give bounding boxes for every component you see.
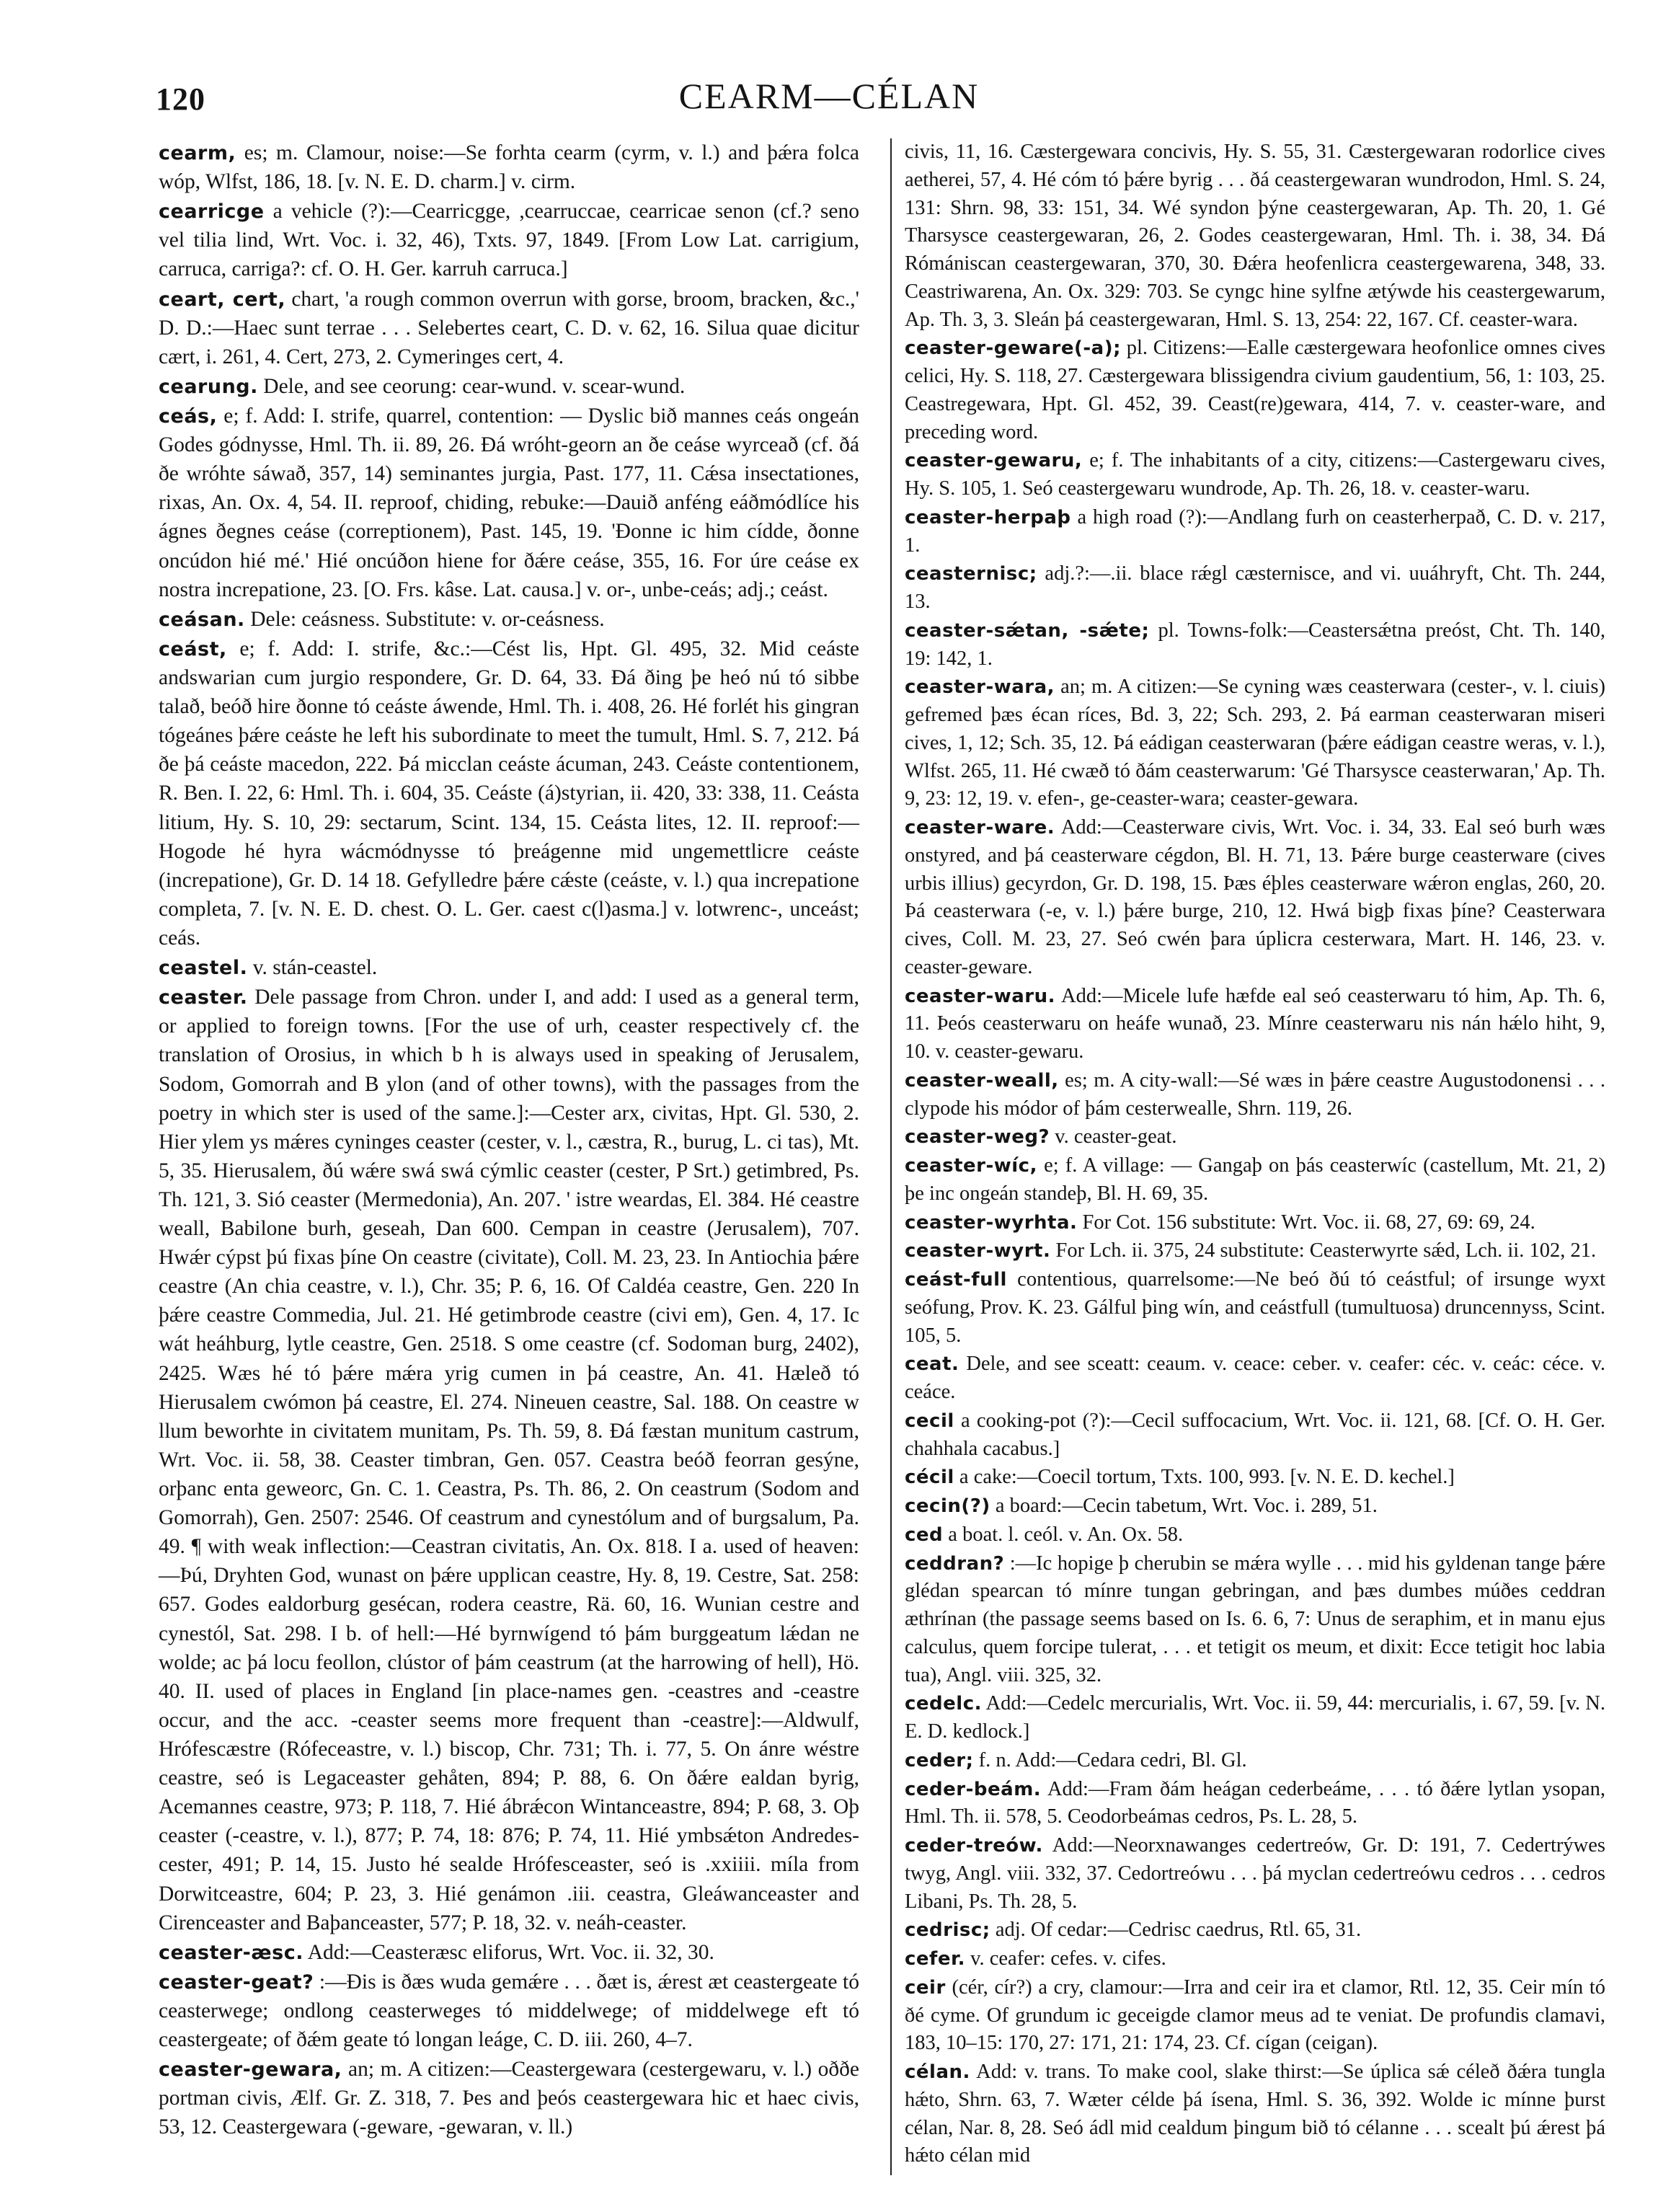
entry-headword: ceart, cert, — [159, 288, 286, 311]
entry-text: For Cot. 156 substitute: Wrt. Voc. ii. 68, 27, 69: 69, 24. — [1082, 1211, 1535, 1234]
running-head: CEARM—CÉLAN — [678, 76, 980, 116]
entry-text: e; f. The inhabitants of a city, citizens:—Castergewaru cives, Hy. S. 105, 1. Seó ceastergewaru wundrode, Ap. Th. 26, 18. v. ceaster-waru. — [905, 449, 1605, 500]
entry-text: an; m. A citizen:—Se cyning wæs ceasterwara (cester-, v. l. ciuis) gefremed þæs écan ríces, Bd. 3, 22; Sch. 293, 2. Þá earman ceasterwaran miseri cives, 1, 12; Sch. 35, 12. Þá eádigan ceasterwaran (þǽre eádigan ceastre weras, v. l.), Wlfst. 265, 11. Hé cwæð tó ðám ceasterwarum: 'Gé Tharsysce ceasterwaran,' Ap. Th. 9, 23: 12, 19. v. efen-, ge-ceaster-wara; ceaster-gewara. — [905, 676, 1606, 810]
dictionary-entry — [159, 983, 859, 1937]
entry-text: :—Ðis is ðæs wuda gemǽre . . . ðæt is, ǽrest æt ceastergeate tó ceasterwege; ondlong ceasterweges tó middelwege; of middelwege eft tó ceastergeate; of ðǽm geate tó longan leáge, C. D. iii. 260, 4–7. — [159, 1970, 859, 2052]
entry-headword: ceder; — [905, 1749, 974, 1771]
entry-headword: ceaster-weg? — [905, 1126, 1050, 1149]
entry-headword: ceastel. — [159, 957, 248, 980]
entry-text: adj.?:—.ii. blace rǽgl cæsternisce, and vi. uuáhryft, Cht. Th. 244, 13. — [905, 562, 1605, 613]
entry-headword: ceaster-herpaþ — [905, 506, 1071, 528]
dictionary-entry — [905, 1945, 1605, 1973]
dictionary-entry — [905, 447, 1605, 503]
entry-headword: ceást-full — [905, 1269, 1007, 1291]
entry-headword: cécil — [905, 1466, 954, 1489]
entry-headword: cearm, — [159, 142, 236, 164]
dictionary-entry — [905, 617, 1605, 673]
dictionary-entry — [905, 983, 1605, 1066]
entry-text: Add:—Fram ðám heágan cederbeáme, . . . tó ðǽre lytlan ysopan, Hml. Th. ii. 578, 5. Ceodorbeámas cedros, Ps. L. 28, 5. — [905, 1777, 1605, 1828]
dictionary-entry — [159, 1938, 859, 1967]
dictionary-entry — [905, 1550, 1605, 1690]
entry-headword: ceasternisc; — [905, 563, 1037, 585]
entry-headword: ceaster-waru. — [905, 985, 1056, 1007]
entry-headword: ced — [905, 1523, 944, 1546]
dictionary-entry — [905, 138, 1605, 334]
entry-text: a high road (?):—Andlang furh on ceasterherpað, C. D. v. 217, 1. — [905, 505, 1605, 557]
dictionary-entry — [905, 1152, 1605, 1208]
page-number: 120 — [156, 81, 205, 117]
dictionary-entry — [905, 504, 1605, 560]
entry-headword: cearung. — [159, 375, 258, 398]
entry-headword: cefer. — [905, 1948, 965, 1970]
entry-text: es; m. Clamour, noise:—Se forhta cearm (cyrm, v. l.) and þǽra folca wóp, Wlfst, 186, 18. [v. N. E. D. charm.] v. cirm. — [159, 141, 859, 194]
entry-text: Add:—Ceasteræsc eliforus, Wrt. Voc. ii. 32, 30. — [307, 1940, 714, 1964]
dictionary-entry — [905, 1350, 1605, 1407]
entry-text: :—Ic hopige þ cherubin se mǽra wylle . . . mid his gyldenan tange þǽre glédan spearcan tó mínre tungan gebringan, and þæs dumbes múðes ceddran æthrínan (the passage seems based on Is. 6. 6, 7: Unus de seraphim, et in manu ejus calculus, quem forcipe tulerat, . . . et tetigit os meum, et dixit: Ecce tetigit hoc labia tua), Angl. viii. 325, 32. — [905, 1552, 1605, 1686]
entry-text: Dele, and see ceorung: cear-wund. v. scear-wund. — [263, 374, 686, 398]
entry-headword: ceder-beám. — [905, 1778, 1042, 1800]
entry-headword: ceás, — [159, 404, 218, 428]
entry-headword: ceat. — [905, 1353, 959, 1376]
dictionary-entry — [159, 138, 859, 196]
entry-text: Add:—Neorxnawanges cedertreów, Gr. D: 191, 7. Cedertrýwes twyg, Angl. viii. 332, 37. Cedortreówu . . . þá myclan cedertreówu cedros . . . cedros Libani, Ps. Th. 28, 5. — [905, 1834, 1605, 1913]
entry-text: Add:—Micele lufe hæfde eal seó ceasterwaru tó him, Ap. Th. 6, 11. Þeós ceasterwaru on heáfe wunað, 23. Mínre ceasterwaru nis nán hǽlo hiht, 9, 10. v. ceaster-gewaru. — [905, 984, 1605, 1063]
dictionary-entry — [159, 402, 859, 604]
dictionary-entry — [159, 2055, 859, 2141]
entry-headword: ceaster-wíc, — [905, 1155, 1037, 1177]
entry-text: chart, 'a rough common overrun with gorse, broom, bracken, &c.,' D. D.:—Haec sunt terrae . . . Selebertes ceart, C. D. v. 62, 16. Silua quae dicitur cært, i. 261, 4. Cert, 273, 2. Cymeringes cert, 4. — [159, 287, 859, 368]
entry-headword: ceaster-wara, — [905, 676, 1055, 699]
entry-text: adj. Of cedar:—Cedrisc caedrus, Rtl. 65, 31. — [995, 1919, 1362, 1942]
dictionary-entry — [905, 2058, 1605, 2170]
entry-headword: ceder-treów. — [905, 1835, 1043, 1857]
entry-text: e; f. Add: I. strife, quarrel, contention: — Dyslic bið mannes ceás ongeán Godes gódnysse, Hml. Th. ii. 89, 26. Ðá wróht-georn an ðe ceáse wyrceað (cf. ðá ðe wróhte sáwað, 357, 14) seminantes jurgia, Past. 177, 11. Cǽsa insectationes, rixas, An. Ox. 4, 54. II. reproof, chiding, rebuke:—Dauið anféng eáðmódlíce his ágnes ðegnes ceáse (correptionem), Past. 145, 19. 'Ðonne ic him cídde, ðonne oncúdon hié mé.' Hié oncúðon hiene for ðǽre ceáse, 355, 16. For úre ceáse ex nostra increpatione, 23. [O. Frs. kâse. Lat. causa.] v. or-, unbe-ceás; adj.; ceást. — [159, 404, 860, 601]
entry-text: a cooking-pot (?):—Cecil suffocacium, Wrt. Voc. ii. 121, 68. [Cf. O. H. Ger. chahhala cacabus.] — [905, 1409, 1606, 1460]
dictionary-entry — [905, 1209, 1605, 1237]
entry-text: v. ceafer: cefes. v. cifes. — [970, 1947, 1166, 1970]
dictionary-entry — [905, 673, 1605, 813]
left-column — [159, 138, 859, 2143]
dictionary-entry — [905, 1067, 1605, 1123]
entry-text: pl. Citizens:—Ealle cæstergewara heofonlice omnes cives celici, Hy. S. 118, 27. Cæstergewara blissigendra civium gaudentium, 56, 1: 103, 25. Ceastregewara, Hpt. Gl. 452, 39. Ceast(re)gewara, 414, 7. v. ceaster-ware, and preceding word. — [905, 337, 1605, 443]
dictionary-entry — [159, 197, 859, 283]
entry-text: a board:—Cecin tabetum, Wrt. Voc. i. 289, 51. — [995, 1495, 1378, 1517]
entry-headword: cearricge — [159, 200, 265, 224]
dictionary-entry — [905, 560, 1605, 616]
entry-text: Dele, and see sceatt: ceaum. v. ceace: ceber. v. ceafer: céc. v. ceác: céce. v. ceáce. — [905, 1353, 1605, 1403]
entry-text: an; m. A citizen:—Ceastergewara (cestergewaru, v. l.) oððe portman civis, Ælf. Gr. Z. 318, 7. Þes and þeós ceastergewara hic et haec civis, 53, 12. Ceastergewara (-geware, -gewaran, v. ll.) — [159, 2058, 860, 2139]
entry-text: v. stán-ceastel. — [252, 956, 378, 980]
entry-text: contentious, quarrelsome:—Ne beó ðú tó ceástful; of irsunge wyxt seófung, Prov. K. 23. Gálful þing wín, and ceástfull (tumultuosa) druncennyss, Scint. 105, 5. — [905, 1268, 1605, 1347]
dictionary-entry — [905, 1123, 1605, 1151]
dictionary-entry — [905, 814, 1605, 982]
entry-text: (cér, cír?) a cry, clamour:—Irra and ceir ira et clamor, Rtl. 12, 35. Ceir mín tó ðé cyme. Of grundum ic geceigde clamor meus ad te veniat. De profundis clamavi, 183, 10–15: 170, 27: 171, 21: 174, 23. Cf. cígan (ceigan). — [905, 1976, 1605, 2055]
dictionary-entry — [159, 372, 859, 401]
dictionary-entry — [905, 1974, 1605, 2058]
entry-text: For Lch. ii. 375, 24 substitute: Ceasterwyrte sǽd, Lch. ii. 102, 21. — [1055, 1239, 1597, 1262]
dictionary-entry — [905, 1747, 1605, 1775]
entry-headword: célan. — [905, 2061, 970, 2083]
entry-headword: ceaster-wyrhta. — [905, 1211, 1078, 1234]
entry-headword: ceást, — [159, 637, 227, 660]
entry-headword: ceaster-wyrt. — [905, 1240, 1051, 1262]
column-divider — [890, 138, 892, 2175]
entry-headword: ceaster-ware. — [905, 817, 1055, 839]
dictionary-entry — [905, 1407, 1605, 1464]
entry-text: pl. Towns-folk:—Ceastersǽtna preóst, Cht. Th. 140, 19: 142, 1. — [905, 619, 1605, 670]
entry-text: f. n. Add:—Cedara cedri, Bl. Gl. — [978, 1748, 1247, 1771]
entry-text: a boat. l. ceól. v. An. Ox. 58. — [948, 1523, 1184, 1546]
entry-text: es; m. A city-wall:—Sé wæs in þǽre ceastre Augustodonensi . . . clypode his módor of þám cesterwealle, Shrn. 119, 26. — [905, 1069, 1605, 1120]
dictionary-entry — [905, 1492, 1605, 1521]
dictionary-entry — [159, 285, 859, 371]
dictionary-entry — [905, 1266, 1605, 1350]
entry-headword: ceaster-sǽtan, -sǽte; — [905, 619, 1150, 642]
dictionary-entry — [905, 1776, 1605, 1832]
dictionary-entry — [905, 1690, 1605, 1746]
entry-text: Add:—Cedelc mercurialis, Wrt. Voc. ii. 59, 44: mercurialis, i. 67, 59. [v. N. E. D. kedlock.] — [905, 1692, 1605, 1743]
entry-headword: ceddran? — [905, 1552, 1005, 1575]
entry-headword: cecil — [905, 1410, 954, 1432]
entry-headword: ceir — [905, 1976, 946, 1999]
right-column — [905, 138, 1605, 2171]
entry-text: a vehicle (?):—Cearricgge, ,cearruccae, cearricae senon (cf.? seno vel tilia lind, Wrt. Voc. i. 32, 46), Txts. 97, 1849. [From Low Lat. carrigium, carruca, carriga?: cf. O. H. Ger. karruh carruca.] — [159, 200, 859, 281]
entry-text: Dele: ceásness. Substitute: v. or-ceásness. — [250, 607, 605, 631]
dictionary-entry — [905, 1237, 1605, 1265]
entry-text: Add:—Ceasterware civis, Wrt. Voc. i. 34, 33. Eal seó burh wæs onstyred, and þá ceasterware cégdon, Bl. H. 71, 13. Þǽre burge ceasterware (cives urbis illius) gecyrdon, Gr. D. 198, 15. Þæs éþles ceasterware wǽron englas, 260, 20. Þá ceasterwara (-e, v. l.) þǽre burge, 210, 12. Hwá bigþ fixas þíne? Ceasterwara cives, Coll. M. 23, 27. Seó cwén þara úplicra cesterwara, Mart. H. 146, 23. v. ceaster-geware. — [905, 816, 1605, 978]
dictionary-entry — [905, 1464, 1605, 1492]
entry-text: v. ceaster-geat. — [1055, 1125, 1177, 1149]
entry-headword: cecin(?) — [905, 1495, 990, 1517]
entry-text: e; f. A village: — Gangaþ on þás ceasterwíc (castellum, Mt. 21, 2) þe inc ongeán standeþ, Bl. H. 69, 35. — [905, 1154, 1606, 1205]
dictionary-entry — [159, 1968, 859, 2054]
dictionary-entry — [905, 1521, 1605, 1549]
entry-headword: ceásan. — [159, 608, 245, 631]
entry-headword: ceaster-gewaru, — [905, 450, 1083, 472]
entry-headword: ceaster. — [159, 986, 248, 1009]
entry-headword: ceaster-æsc. — [159, 1941, 303, 1964]
page-header — [29, 75, 1629, 120]
entry-text: e; f. Add: I. strife, &c.:—Cést lis, Hpt. Gl. 495, 32. Mid ceáste andswarian cum jurgio respondere, Gr. D. 64, 33. Ðá ðing þe heó nú tó sibbe talað, beóð hire ðonne tó ceáste áwende, Hml. Th. i. 408, 26. Hé forlét his gingran tógeánes þǽre ceáste he left his subordinate to meet the tumult, Hml. S. 7, 212. Þá ðe þá ceáste macedon, 222. Þá micclan ceáste ácuman, 243. Ceáste contentionem, R. Ben. I. 22, 6: Hml. Th. i. 604, 35. Ceáste (á)styrian, ii. 420, 33: 338, 11. Ceásta litium, Hy. S. 10, 29: sectarum, Scint. 134, 15. Ceásta lites, 12. II. reproof:—Hogode hé hyra wácmódnysse tó þreágenne mid ungemettlicre ceáste (increpatione), Gr. D. 14 18. Gefylledre þǽre cǽste (ceáste, v. l.) qua increpatione completa, 7. [v. N. E. D. chest. O. L. Ger. caest c(l)asma.] v. lotwrenc-, unceást; ceás. — [159, 637, 860, 950]
dictionary-entry — [905, 335, 1605, 446]
dictionary-entry — [159, 634, 859, 952]
entry-text: Add: v. trans. To make cool, slake thirst:—Se úplica sǽ céleð ðǽra tungla hǽto, Shrn. 63, 7. Wæter célde þá ísena, Hml. S. 36, 392. Wolde ic mínne þurst célan, Nar. 8, 28. Seó ádl mid cealdum þingum bið tó célanne . . . scealt þú ǽrest þá hǽto célan mid — [905, 2061, 1605, 2167]
entry-headword: ceaster-geat? — [159, 1970, 314, 1994]
dictionary-entry — [159, 953, 859, 982]
dictionary-entry — [905, 1832, 1605, 1916]
entry-headword: cedrisc; — [905, 1919, 990, 1942]
entry-headword: ceaster-geware(-a); — [905, 337, 1122, 360]
entry-text: Dele passage from Chron. under I, and add: I used as a general term, or applied to foreign towns. [For the use of urh, ceaster respectively cf. the translation of Orosius, in which b h is always used in speaking of Jerusalem, Sodom, Gomorrah and B ylon (and of other towns), with the passages from the poetry in which ster is used of the same.]:—Cester arx, civitas, Hpt. Gl. 530, 2. Hier ylem ys mǽres cyninges ceaster (cester, v. l., cæstra, R., burug, L. ci tas), Mt. 5, 35. Hierusalem, ðú wǽre swá swá cýmlic ceaster (cester, P Srt.) getimbred, Ps. Th. 121, 3. Sió ceaster (Mermedonia), An. 207. ' istre weardas, El. 384. Hé ceastre weall, Babilone burh, geseah, Dan 600. Cempan in ceastre (Jerusalem), 707. Hwǽr cýpst þú fixas þíne On ceastre (civitate), Coll. M. 23, 23. In Antiochia þǽre ceastre (An chia ceastre, v. l.), Chr. 35; P. 6, 16. Of Caldéa ceastre, Gen. 220 In þǽre ceastre Commedia, Jul. 21. Hé getimbrode ceastre (civi em), Gen. 4, 17. Ic wát heáhburg, lytle ceastre, Gen. 2518. S ome ceastre (cf. Sodoman burg, 2402), 2425. Wæs hé tó þǽre mǽra yrig cumen in þá ceastre, An. 41. Hæleð tó Hierusalem cwómon þá ceastre, El. 274. Nineuen ceastre, Sal. 188. On ceastre w llum beworhte in civitatem munitam, Ps. Th. 59, 8. Ðá fæstan munitum castrum, Wrt. Voc. ii. 58, 38. Ceaster timbran, Gen. 057. Ceastra beóð feorran gesýne, orþanc enta geweorc, Gn. C. 1. Ceastra, Ps. Th. 86, 2. On ceastrum (Sodom and Gomorrah), Gen. 2507: 2546. Of ceastrum and cynestólum and of burgsalum, Pa. 49. ¶ with weak inflection:—Ceastran civitatis, An. Ox. 818. I a. used of heaven:—Þú, Dryhten God, wunast on þǽre upplican ceastre, Hy. 8, 19. Cestre, Sat. 258: 657. Godes ealdorburg gesécan, rodera ceastre, Rä. 60, 16. Wunian cestre and cynestól, Sat. 298. I b. of hell:—Hé byrnwígend tó þám burggeatum lǽdan ne wolde; ac þá locu feollon, clústor of þám ceastrum (at the harrowing of hell), Hö. 40. II. used of places in England [in place-names gen. -ceastres and -ceastre occur, and the acc. -ceaster seems more frequent than -ceastre]:—Aldwulf, Hrófescæstre (Rófeceastre, v. l.) biscop, Chr. 731; Th. i. 77, 5. On ánre wéstre ceastre, seó is Legaceaster gehåten, 894; P. 88, 6. On ðǽre ealdan byrig, Acemannes ceastre, 973; P. 118, 7. Hié ábrǽcon Wintanceastre, 894; P. 68, 3. Oþ ceaster (-ceastre, v. l.), 877; P. 74, 18: 876; P. 74, 11. Hié ymbsǽton Andredes-cester, 491; P. 14, 15. Justo hé sealde Hrófesceaster, seó is .xxiiii. míla from Dorwitceastre, 604; P. 23, 3. Hié genámon .iii. ceastra, Gleáwanceaster and Cirenceaster and Baþanceaster, 577; P. 18, 32. v. neáh-ceaster. — [159, 986, 860, 1934]
entry-headword: ceaster-weall, — [905, 1069, 1059, 1092]
entry-headword: ceaster-gewara, — [159, 2058, 342, 2082]
dictionary-entry — [159, 605, 859, 634]
entry-headword: cedelc. — [905, 1693, 982, 1715]
entry-text: civis, 11, 16. Cæstergewara concivis, Hy. S. 55, 31. Cæstergewaran rodorlice cives aetherei, 57, 4. Hé cóm tó þǽre byrig . . . ðá ceastergewaran wundrodon, Hml. S. 24, 131: Shrn. 98, 33: 151, 34. Wé syndon þýne ceastergewaran, Ap. Th. 20, 1. Gé Tharsysce ceastergewaran, 26, 2. Godes ceastergewaran, Hml. Th. i. 38, 34. Ðá Rómániscan ceastergewaran, 370, 30. Ðǽra heofenlicra ceastergewarena, 348, 33. Ceastriwarena, An. Ox. 329: 703. Se cyngc hine sylfne ætýwde his ceastergewarum, Ap. Th. 3, 3. Sleán þá ceastergewaran, Hml. S. 13, 254: 22, 167. Cf. ceaster-wara. — [905, 141, 1605, 331]
entry-text: a cake:—Coecil tortum, Txts. 100, 993. [v. N. E. D. kechel.] — [959, 1466, 1455, 1489]
dictionary-entry — [905, 1916, 1605, 1945]
